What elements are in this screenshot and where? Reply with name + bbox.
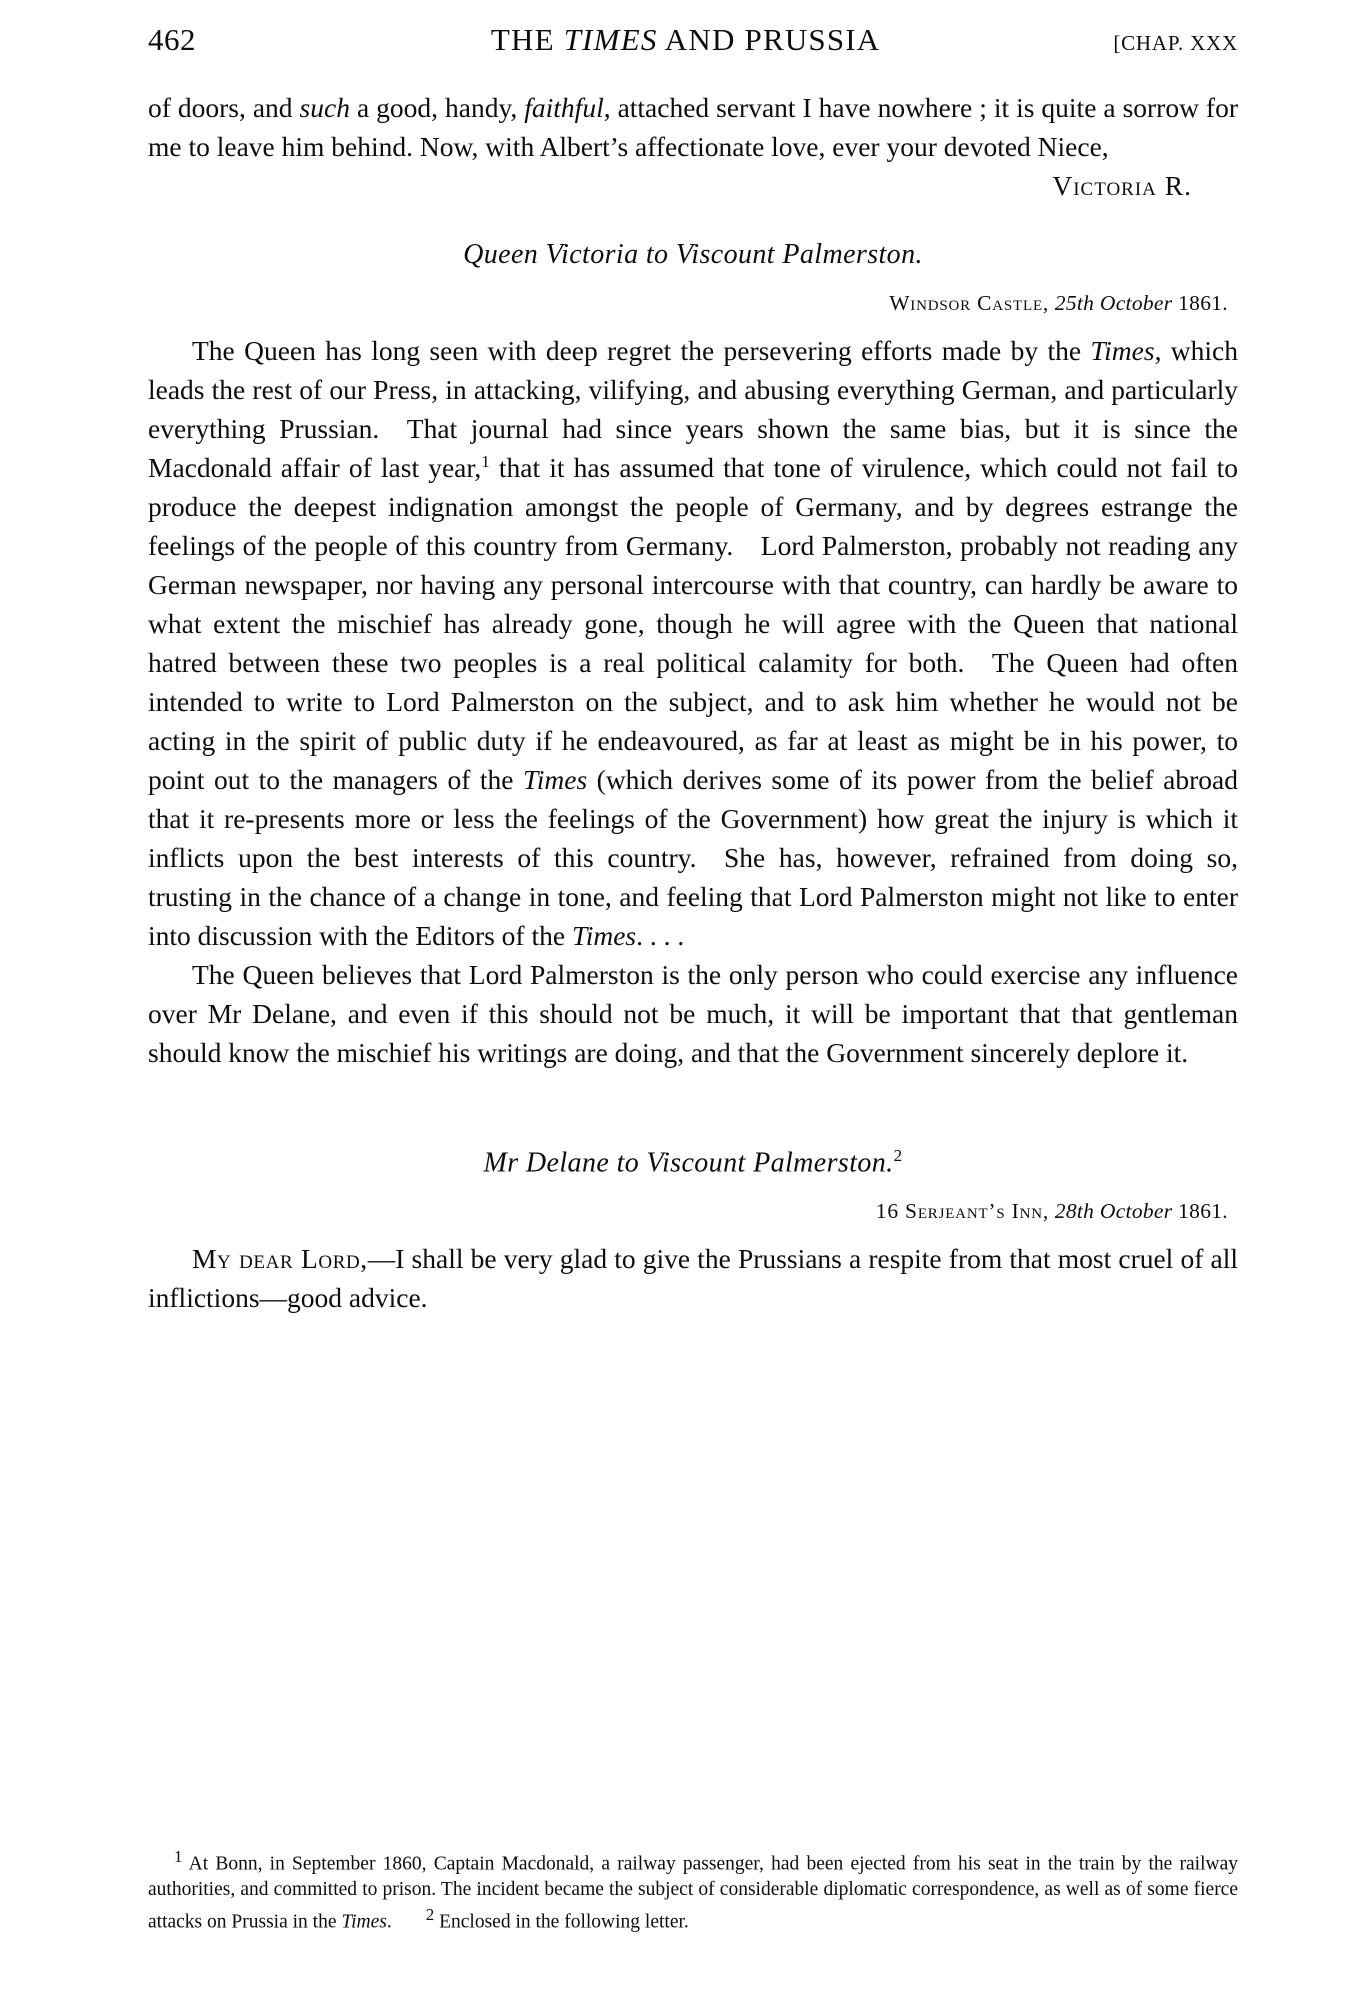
footnote-2-text: Enclosed in the following letter. [439,1911,689,1932]
letter-two-dateline-year: 1861. [1172,1199,1228,1224]
letter-two-dateline [148,1192,1228,1231]
letter-two-dateline-place: 16 Serjeant’s Inn, [875,1199,1050,1224]
running-head-title-pre: THE [490,22,564,57]
running-head-chapter: [CHAP. XXX [1113,31,1238,55]
letter-two-heading-text: Mr Delane to Viscount Palmerston. [483,1147,894,1179]
letter-one-paragraph-2: The Queen believes that Lord Palmerston is the only person who could exercise any influence over Mr Delane, and even if this should not be much, it will be important that that gentleman should know the mischief his writings are doing, and that the Government sincerely deplore it. [148,959,1238,1068]
letter-one-dateline-place: Windsor Castle, [889,291,1050,315]
footnote-2-marker: 2 [425,1904,435,1924]
letter-two-heading [148,1136,1238,1182]
footnote-1-text: At Bonn, in September 1860, Captain Macdonald, a railway passenger, had been ejected from his seat in the train by the railway authorities, and committed to prison. The incident became the subject of considerable diplomatic correspondence, as well as of some fierce attacks on Prussia in the Times. [148,1853,1238,1932]
section-gap [148,1072,1238,1106]
letter-one-paragraph-1: The Queen has long seen with deep regret the persevering efforts made by the Times, which leads the rest of our Press, in attacking, vilifying, and abusing everything German, and particularly everything Prussian. That journal had since years shown the same bias, but it is since the Macdonald affair of last year,$^1$ that it has assumed that tone of virulence, which could not fail to produce the deepest indignation amongst the people of Germany, and by degrees estrange the feelings of the people of this country from Germany. Lord Palmerston, probably not reading any German newspaper, nor having any personal intercourse with that country, can hardly be aware to what extent the mischief has already gone, though he will agree with the Queen that national hatred between these two peoples is a real political calamity for both. The Queen had often intended to write to Lord Palmerston on the subject, and to ask him whether he would not be acting in the spirit of public duty if he endeavoured, as far at least as might be in his power, to point out to the managers of the Times (which derives some of its power from the belief abroad that it re-presents more or less the feelings of the Government) how great the injury is which it inflicts upon the best interests of this country. She has, however, refrained from doing so, trusting in the chance of a change in tone, and feeling that Lord Palmerston might not like to enter into discussion with the Editors of the Times. . . . [148,335,1238,951]
running-head-title-italic: TIMES [563,22,658,57]
letter-one-heading-text: Queen Victoria to Viscount Palmerston. [463,239,923,270]
letter-one-dateline [148,284,1228,323]
letter-two-salutation: My dear Lord, [192,1243,368,1275]
letter-two-heading-footnote-marker: 2 [893,1146,903,1165]
page-number: 462 [148,22,196,57]
running-head-title [268,22,1103,58]
letter-one-dateline-year: 1861. [1172,291,1228,315]
letter-one-dateline-date: 25th October [1054,291,1173,315]
running-head [148,22,1238,62]
footnote-block [148,1844,1238,1934]
letter-one-heading [148,235,1238,274]
running-head-title-post: AND PRUSSIA [657,22,881,57]
footnote-1-marker: 1 [174,1847,183,1866]
letter-two-dateline-date: 28th October [1054,1199,1173,1224]
letter-two-paragraph-text: —I shall be very glad to give the Prussians a respite from that most cruel of all inflictions—good advice. [148,1243,1238,1314]
signature-line [148,166,1238,205]
letter-two-paragraph [148,1239,1238,1317]
footnotes [148,1844,1238,1934]
letter-continuation-paragraph: of doors, and such a good, handy, faithful, attached servant I have nowhere ; it is quite a sorrow for me to leave him behind. Now, with Albert’s affectionate love, ever your devoted Niece, [148,92,1238,162]
signature: Victoria R. [1052,170,1192,201]
page-body [148,88,1238,1317]
